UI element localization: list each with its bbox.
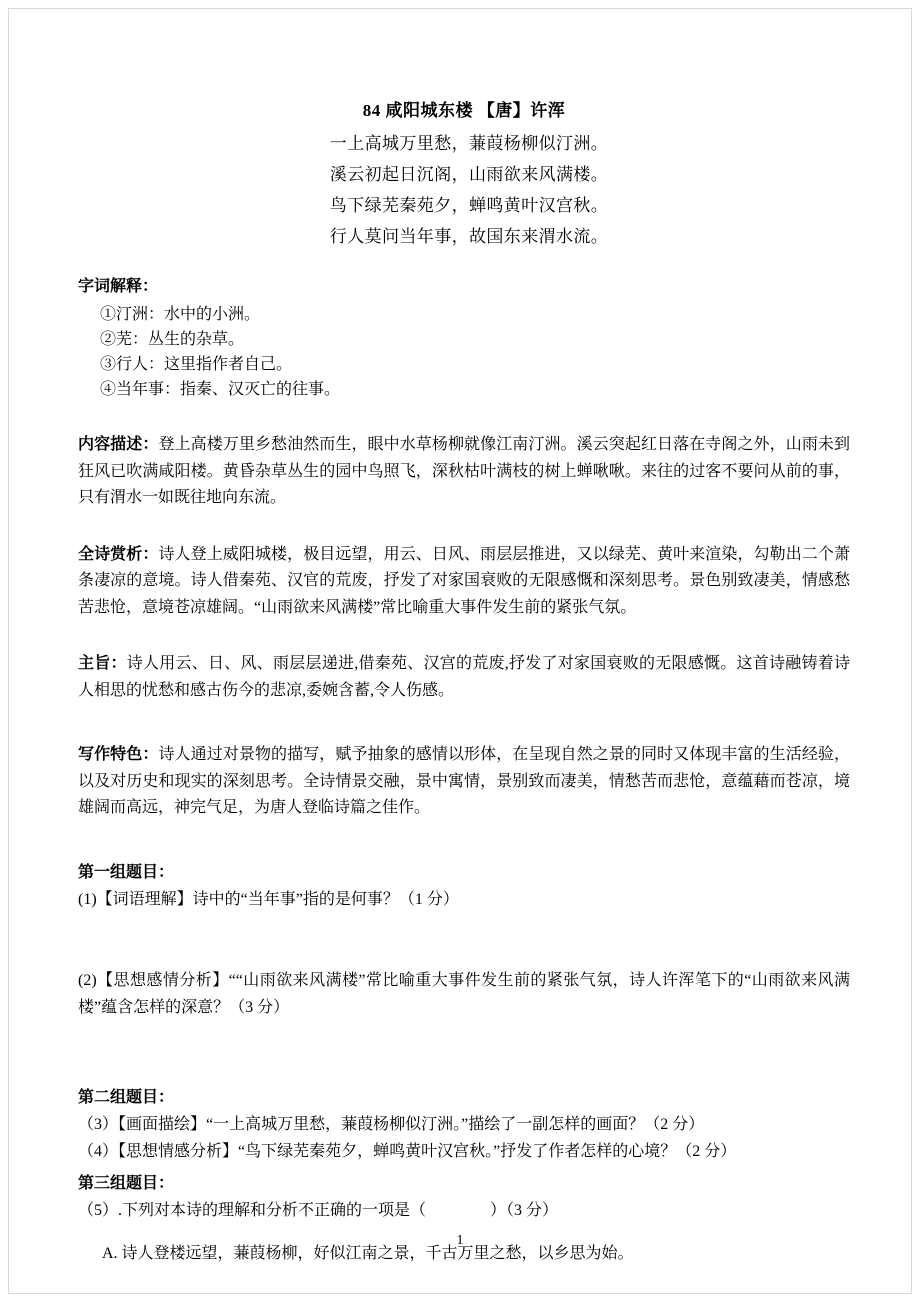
poem-body bbox=[78, 128, 850, 252]
answer-space bbox=[78, 1021, 850, 1079]
writing-style-text: 诗人通过对景物的描写，赋予抽象的感情以形体，在呈现自然之景的同时又体现丰富的生活经验，以及对历史和现实的深刻思考。全诗情景交融，景中寓情，景别致而凄美，情愁苦而悲怆，意蕴藉而苍凉，境雄阔而高远，神完气足，为唐人登临诗篇之佳作。 bbox=[78, 746, 850, 816]
poem-line: 一上高城万里愁，蒹葭杨柳似汀洲。 bbox=[329, 134, 609, 153]
vocabulary-list bbox=[78, 302, 850, 402]
theme-text: 诗人用云、日、风、雨层层递进,借秦苑、汉宫的荒废,抒发了对家国衰败的无限感慨。这首诗融铸着诗人相思的忧愁和感古伤今的悲凉,委婉含蓄,令人伤感。 bbox=[78, 655, 850, 699]
list-item: ②芜：丛生的杂草。 bbox=[100, 331, 245, 348]
content-description-text: 登上高楼万里乡愁油然而生，眼中水草杨柳就像江南汀洲。溪云突起红日落在寺阁之外，山雨未到狂风已吹满咸阳楼。黄昏杂草丛生的园中鸟照飞，深秋枯叶满枝的树上蝉啾啾。来往的过客不要问从前的事，只有渭水一如既往地向东流。 bbox=[78, 436, 850, 506]
question-group-one bbox=[78, 860, 850, 1079]
question-item: (2)【思想感情分析】““山雨欲来风满楼”常比喻重大事件发生前的紧张气氛，诗人许浑笔下的“山雨欲来风满楼”蕴含怎样的深意？（3 分） bbox=[78, 971, 850, 1016]
appreciation-section bbox=[78, 542, 850, 622]
poem-line: 行人莫问当年事，故国东来渭水流。 bbox=[329, 227, 609, 246]
question-item: （3）【画面描绘】“一上高城万里愁，蒹葭杨柳似汀洲。”描绘了一副怎样的画面？（2 分） bbox=[78, 1115, 705, 1133]
writing-style-paragraph bbox=[78, 742, 850, 822]
question-group-three-title: 第三组题目： bbox=[78, 1174, 175, 1192]
list-item: ①汀洲：水中的小洲。 bbox=[100, 306, 261, 323]
poem-line: 鸟下绿芜秦苑夕，蝉鸣黄叶汉宫秋。 bbox=[329, 196, 609, 215]
question-group-two-title: 第二组题目： bbox=[78, 1088, 175, 1106]
option-item-a: A. 诗人登楼远望，蒹葭杨柳，好似江南之景，千古万里之愁，以乡思为始。 bbox=[102, 1244, 634, 1262]
list-item: ④当年事：指秦、汉灭亡的往事。 bbox=[100, 381, 341, 398]
document-content bbox=[78, 96, 850, 1283]
page-title: 84 咸阳城东楼 【唐】许浑 bbox=[362, 101, 566, 120]
appreciation-label: 全诗赏析： bbox=[78, 545, 159, 563]
content-description-section bbox=[78, 432, 850, 512]
appreciation-paragraph bbox=[78, 542, 850, 622]
question-group-one-title: 第一组题目： bbox=[78, 863, 175, 881]
question-item: （4）【思想情感分析】“鸟下绿芜秦苑夕，蝉鸣黄叶汉宫秋。”抒发了作者怎样的心境？（2 分） bbox=[78, 1142, 737, 1160]
writing-style-section bbox=[78, 742, 850, 822]
appreciation-text: 诗人登上威阳城楼，极目远望，用云、日风、雨层层推进，又以绿芜、黄叶来渲染，勾勒出二个萧条凄凉的意境。诗人借秦苑、汉官的荒废，抒发了对家国衰败的无限感慨和深刻思考。景色别致凄美，情感愁苦悲怆，意境苍凉雄阔。“山雨欲来风满楼”常比喻重大事件发生前的紧张气氛。 bbox=[78, 545, 850, 616]
theme-label: 主旨： bbox=[78, 655, 127, 672]
list-item: ③行人：这里指作者自己。 bbox=[100, 356, 293, 373]
writing-style-label: 写作特色： bbox=[78, 746, 159, 763]
page-number: 1 bbox=[456, 1233, 464, 1248]
theme-paragraph bbox=[78, 651, 850, 704]
poem-line: 溪云初起日沉阁，山雨欲来风满楼。 bbox=[329, 165, 609, 184]
content-description-paragraph bbox=[78, 432, 850, 512]
question-item: （5）.下列对本诗的理解和分析不正确的一项是（ ）（3 分） bbox=[78, 1201, 559, 1219]
answer-space bbox=[78, 913, 850, 967]
question-group-three bbox=[78, 1171, 850, 1267]
vocabulary-heading: 字词解释： bbox=[78, 278, 159, 295]
vocabulary-section bbox=[78, 274, 850, 402]
question-item: (1)【词语理解】诗中的“当年事”指的是何事？（1 分） bbox=[78, 890, 459, 908]
theme-section bbox=[78, 651, 850, 704]
content-description-label: 内容描述： bbox=[78, 436, 159, 453]
question-group-two bbox=[78, 1085, 850, 1165]
